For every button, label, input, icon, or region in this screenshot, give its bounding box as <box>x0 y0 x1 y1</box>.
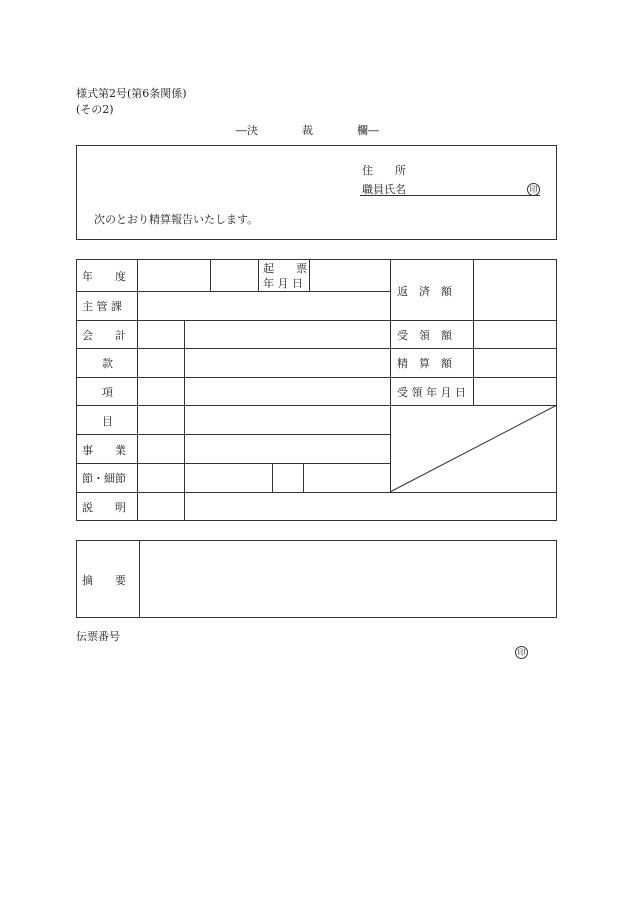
form-sub-number: (その2) <box>76 103 114 116</box>
department-label: 主 管 課 <box>82 300 122 313</box>
summary-box <box>76 540 557 618</box>
project-label: 事 業 <box>82 444 126 457</box>
item-kan-label: 款 <box>102 357 113 370</box>
draft-label-2: 年 月 日 <box>263 277 303 290</box>
decision-column-title: ―決 裁 欄― <box>236 124 379 137</box>
voucher-number-label: 伝票番号 <box>76 630 120 643</box>
employee-name-label: 職員氏名 <box>362 183 406 196</box>
diagonal-strike <box>390 405 557 493</box>
employee-name-line <box>360 195 540 196</box>
settlement-amount-label: 精 算 額 <box>397 357 452 370</box>
footer-seal-icon: 印 <box>515 646 528 659</box>
report-statement: 次のとおり精算報告いたします。 <box>94 213 259 226</box>
received-amount-label: 受 領 額 <box>397 329 452 342</box>
summary-label: 摘 要 <box>82 574 126 587</box>
item-kou-label: 項 <box>102 386 113 399</box>
received-date-label: 受 領 年 月 日 <box>397 386 466 399</box>
accounting-label: 会 計 <box>82 329 126 342</box>
form-number: 様式第2号(第6条関係) <box>76 87 187 100</box>
employee-seal-icon: 印 <box>527 183 540 196</box>
repayment-label: 返 済 額 <box>397 285 452 298</box>
item-moku-label: 目 <box>102 415 113 428</box>
draft-label-1: 起 票 <box>263 262 307 275</box>
explanation-label: 説 明 <box>82 501 126 514</box>
address-label: 住 所 <box>362 164 406 177</box>
year-label: 年 度 <box>82 270 126 283</box>
section-label: 節・細節 <box>82 472 126 485</box>
